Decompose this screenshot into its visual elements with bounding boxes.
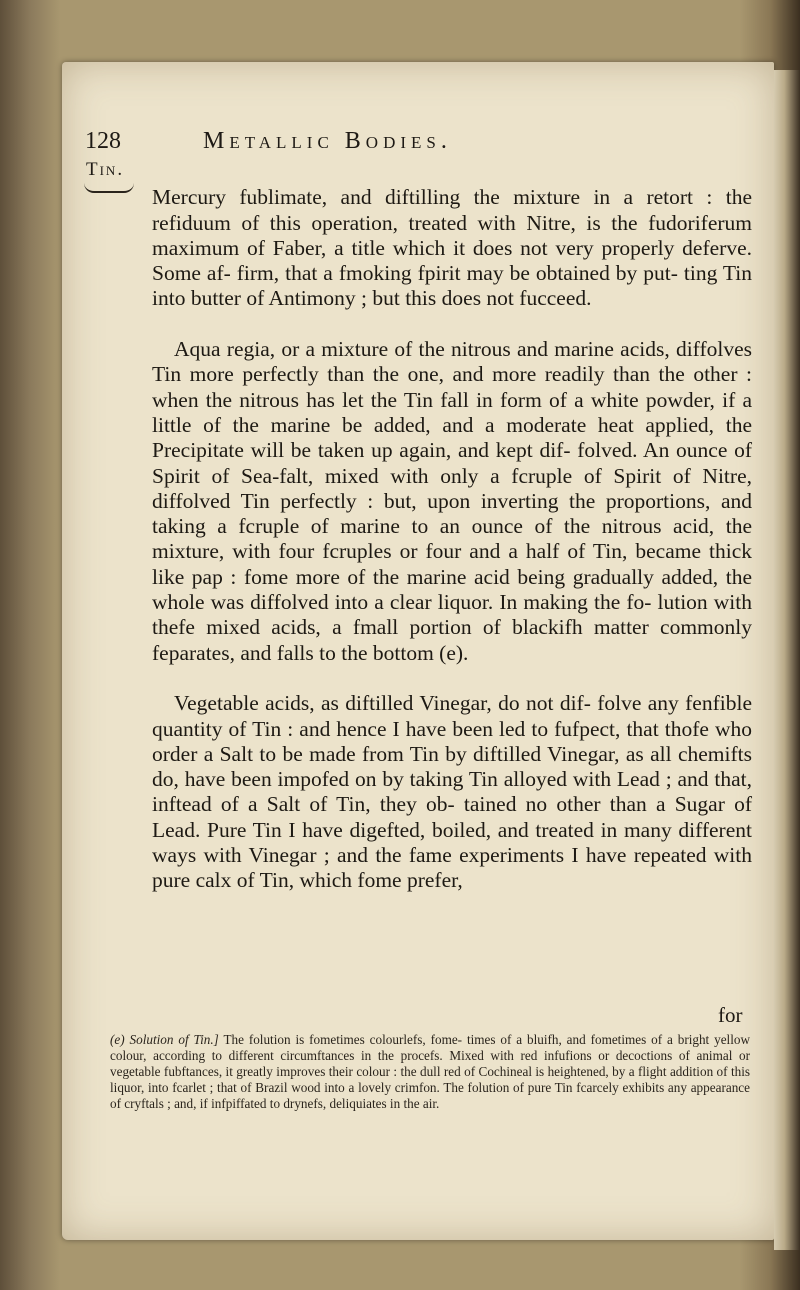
footnote-label: (e) Solution of Tin.] xyxy=(110,1032,219,1047)
paragraph: Aqua regia, or a mixture of the nitrous and marine acids, diffolves Tin more perfectly than the one, and more readily than the other : when the nitrous has let the Tin fall in form of a white powder, if a little of the marine be added, and a moderate heat applied, the Precipitate will be taken up again, and kept dif- folved. An ounce of Spirit of Sea-falt, mixed with only a fcruple of Spirit of Nitre, diffolved Tin perfectly : but, upon inverting the proportions, and taking a fcruple of marine to an ounce of the nitrous acid, the mixture, with four fcruples or four and a half of Tin, became thick like pap : fome more of the marine acid being gradually added, the whole was diffolved into a clear liquor. In making the fo- lution with thefe mixed acids, a fmall portion of blackifh matter commonly feparates, and falls to the bottom (e). xyxy=(152,337,752,665)
margin-note: Tin. xyxy=(86,159,125,180)
paragraph: Mercury fublimate, and diftilling the mixture in a retort : the refiduum of this operation, treated with Nitre, is the fudoriferum maximum of Faber, a title which it does not very properly deferve. Some af- firm, that a fmoking fpirit may be obtained by put- ting Tin into butter of Antimony ; but this does not fucceed. xyxy=(152,185,752,311)
page-number: 128 xyxy=(85,128,121,154)
body-text xyxy=(152,160,752,919)
paragraph: Vegetable acids, as diftilled Vinegar, do not dif- folve any fenfible quantity of Tin : and hence I have been led to fufpect, that thofe who order a Salt to be made from Tin by diftilled Vinegar, as all chemifts do, have been impofed on by taking Tin alloyed with Lead ; and that, inftead of a Salt of Tin, they ob- tained no other than a Sugar of Lead. Pure Tin I have digefted, boiled, and treated in many different ways with Vinegar ; and the fame experiments I have repeated with pure calx of Tin, which fome prefer, xyxy=(152,691,752,893)
footnote-text: The folution is fometimes colourlefs, fome- times of a bluifh, and fometimes of a bright yellow colour, according to different circumftances in the procefs. Mixed with red infufions or decoctions of animal or vegetable fubftances, it greatly improves their colour : the dull red of Cochineal is heightened, by a flight addition of this liquor, into fcarlet ; that of Brazil wood into a lovely crimfon. The folution of pure Tin fcarcely exhibits any appearance of cryftals ; and, if infpiffated to drynefs, deliquiates in the air. xyxy=(110,1032,750,1111)
catchword: for xyxy=(718,1003,743,1027)
margin-brace xyxy=(84,183,134,193)
footnote xyxy=(110,1032,750,1112)
page-edge xyxy=(774,70,800,1250)
running-head: Metallic Bodies. xyxy=(203,128,452,154)
